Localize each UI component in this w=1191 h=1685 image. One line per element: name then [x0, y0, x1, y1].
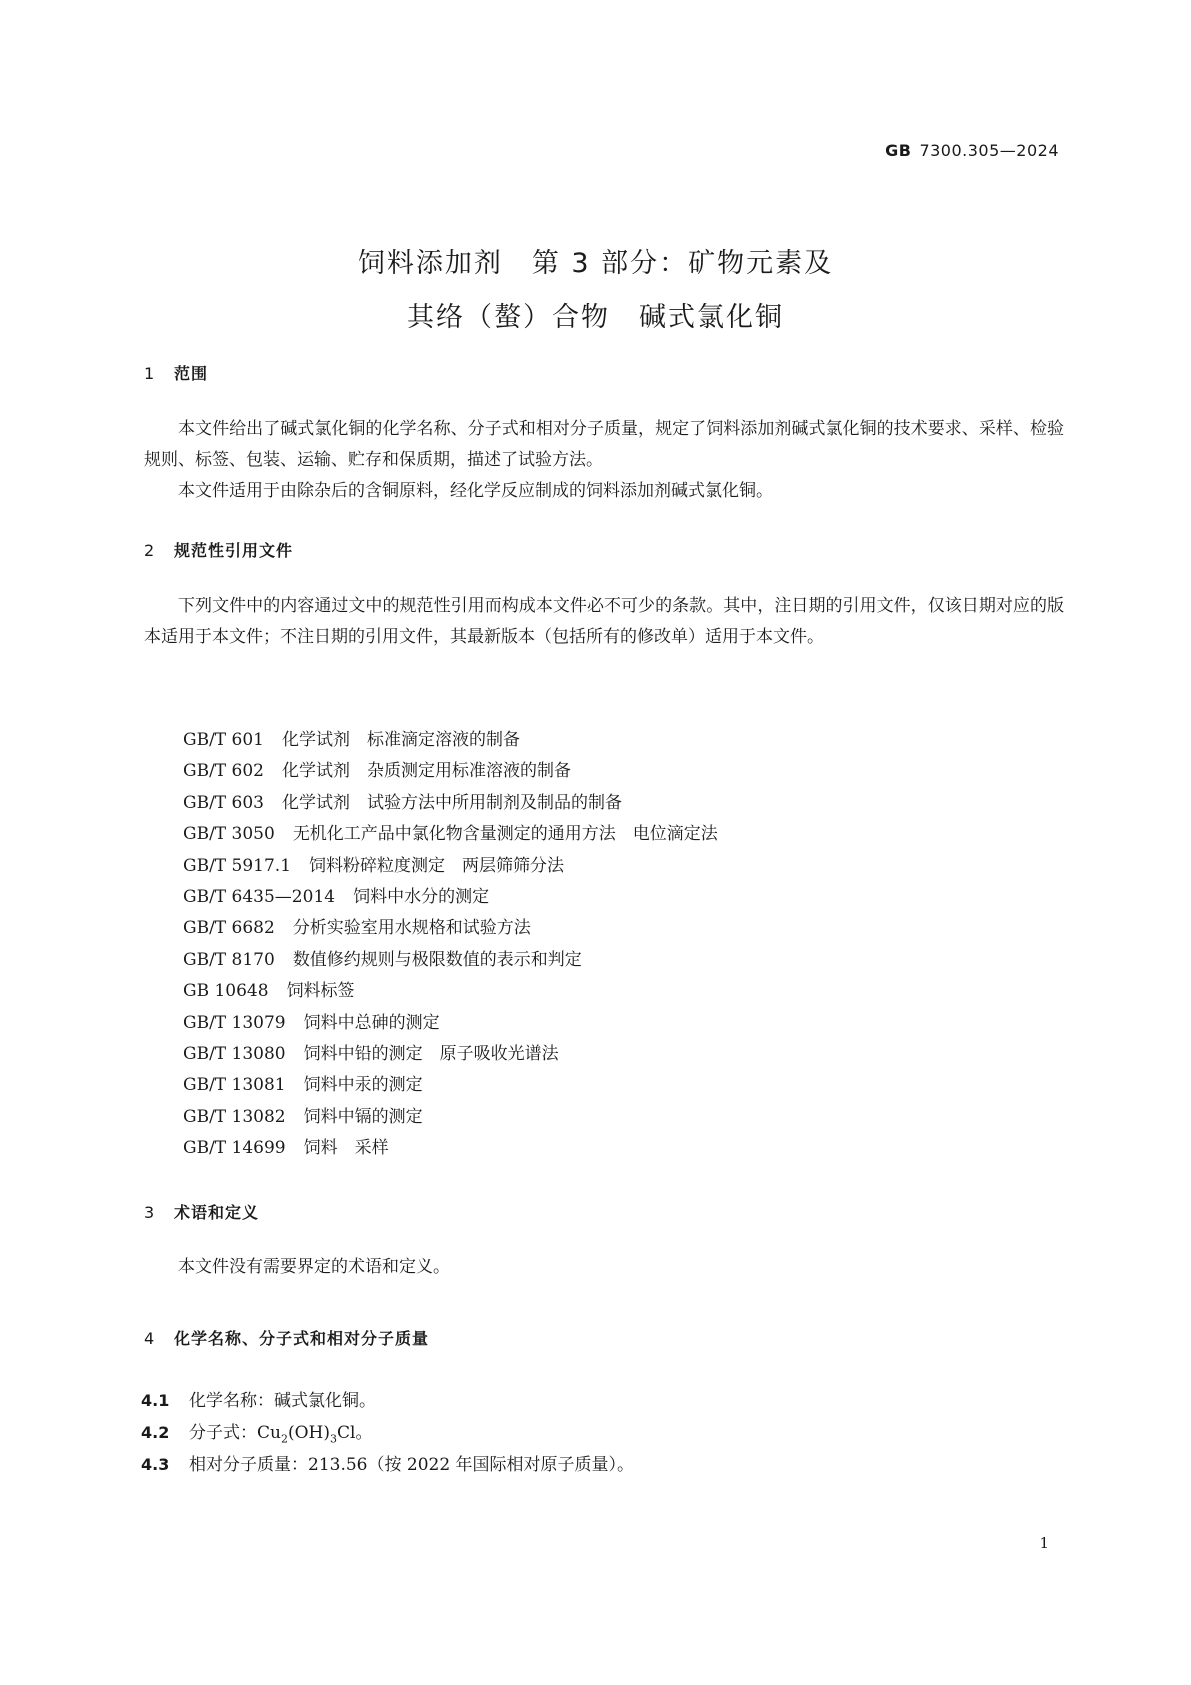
section-number: 3 — [144, 1203, 156, 1222]
reference-title: 分析实验室用水规格和试验方法 — [292, 918, 531, 939]
reference-code: GB/T 6682 — [183, 918, 275, 939]
reference-code: GB/T 602 — [183, 761, 264, 782]
reference-title: 化学试剂 杂质测定用标准溶液的制备 — [282, 761, 571, 782]
reference-code: GB/T 603 — [183, 792, 264, 813]
reference-title: 饲料中总砷的测定 — [303, 1012, 440, 1033]
formula-part: (OH) — [287, 1423, 330, 1443]
reference-item — [183, 945, 718, 976]
section-title: 化学名称、分子式和相对分子质量 — [174, 1329, 430, 1348]
reference-item — [183, 1008, 718, 1039]
scope-paragraph-2: 本文件适用于由除杂后的含铜原料，经化学反应制成的饲料添加剂碱式氯化铜。 — [178, 481, 773, 501]
formula-subscript: 3 — [330, 1432, 337, 1446]
section-3-heading — [144, 1200, 259, 1223]
reference-code: GB/T 3050 — [183, 824, 275, 845]
reference-code: GB/T 601 — [183, 730, 264, 750]
terms-paragraph: 本文件没有需要界定的术语和定义。 — [178, 1257, 450, 1277]
section-title: 范围 — [174, 364, 209, 383]
reference-title: 化学试剂 标准滴定溶液的制备 — [282, 730, 520, 750]
reference-title: 饲料中铅的测定 原子吸收光谱法 — [303, 1044, 559, 1065]
reference-code: GB/T 5917.1 — [183, 855, 292, 876]
formula-subscript: 2 — [280, 1432, 288, 1446]
document-title — [0, 237, 1191, 345]
reference-title: 饲料标签 — [286, 981, 355, 1002]
reference-title: 饲料中汞的测定 — [303, 1075, 423, 1096]
chemical-name: 碱式氯化铜。 — [274, 1391, 376, 1411]
clause-label: 相对分子质量： — [189, 1455, 308, 1475]
formula-part: Cu — [257, 1423, 281, 1443]
clause-label: 分子式： — [189, 1423, 257, 1443]
reference-code: GB/T 8170 — [183, 949, 275, 970]
reference-title: 饲料中镉的测定 — [303, 1106, 423, 1127]
reference-code: GB/T 13081 — [183, 1075, 286, 1096]
section-2-heading — [144, 538, 293, 561]
reference-title: 饲料粉碎粒度测定 两层筛筛分法 — [309, 855, 565, 876]
standard-code: 7300.305—2024 — [919, 141, 1059, 160]
clause-number: 4.2 — [141, 1423, 170, 1442]
clause-4-2 — [141, 1418, 372, 1445]
reference-item — [183, 819, 718, 850]
reference-title: 饲料 采样 — [303, 1138, 389, 1159]
section-4-heading — [144, 1326, 429, 1349]
reference-title: 数值修约规则与极限数值的表示和判定 — [292, 949, 582, 970]
normative-references-intro: 下列文件中的内容通过文中的规范性引用而构成本文件必不可少的条款。其中，注日期的引用文件，仅该日期对应的版本适用于本文件；不注日期的引用文件，其最新版本（包括所有的修改单）适用于本文件。 — [144, 596, 1064, 647]
reference-item — [183, 1070, 718, 1101]
reference-code: GB/T 14699 — [183, 1138, 286, 1159]
reference-item — [183, 913, 718, 944]
scope-paragraph-1: 本文件给出了碱式氯化铜的化学名称、分子式和相对分子质量，规定了饲料添加剂碱式氯化铜的技术要求、采样、检验规则、标签、包装、运输、贮存和保质期，描述了试验方法。 — [144, 419, 1064, 470]
reference-item — [183, 1133, 718, 1164]
molecular-formula — [257, 1423, 373, 1446]
reference-title: 无机化工产品中氯化物含量测定的通用方法 电位滴定法 — [292, 824, 718, 845]
reference-list — [183, 725, 718, 1165]
section-number: 4 — [144, 1329, 156, 1348]
molecular-mass: 213.56（按 2022 年国际相对原子质量）。 — [308, 1455, 635, 1475]
section-number: 2 — [144, 541, 156, 560]
clause-4-3 — [141, 1450, 634, 1475]
reference-code: GB/T 13080 — [183, 1044, 286, 1065]
reference-item — [183, 1102, 718, 1133]
standard-number — [885, 141, 1059, 160]
reference-code: GB/T 13079 — [183, 1012, 286, 1033]
reference-item — [183, 851, 718, 882]
formula-part: Cl。 — [337, 1423, 373, 1443]
reference-item — [183, 725, 718, 756]
section-1-heading — [144, 361, 208, 384]
reference-code: GB/T 6435—2014 — [183, 887, 336, 908]
clause-4-1 — [141, 1386, 376, 1411]
page-number: 1 — [1039, 1534, 1049, 1552]
reference-title: 饲料中水分的测定 — [353, 887, 490, 908]
section-title: 术语和定义 — [174, 1203, 260, 1222]
reference-item — [183, 1039, 718, 1070]
reference-item — [183, 976, 718, 1007]
section-title: 规范性引用文件 — [174, 541, 294, 560]
section-number: 1 — [144, 364, 156, 383]
clause-number: 4.1 — [141, 1391, 170, 1410]
reference-item — [183, 788, 718, 819]
reference-item — [183, 756, 718, 787]
title-line-1: 饲料添加剂 第 3 部分：矿物元素及 — [357, 248, 834, 279]
standard-prefix: GB — [885, 141, 912, 160]
clause-label: 化学名称： — [189, 1391, 274, 1411]
reference-code: GB/T 13082 — [183, 1106, 286, 1127]
reference-code: GB 10648 — [183, 981, 269, 1002]
reference-item — [183, 882, 718, 913]
clause-number: 4.3 — [141, 1455, 170, 1474]
title-line-2: 其络（螯）合物 碱式氯化铜 — [407, 302, 784, 333]
reference-title: 化学试剂 试验方法中所用制剂及制品的制备 — [282, 792, 622, 813]
